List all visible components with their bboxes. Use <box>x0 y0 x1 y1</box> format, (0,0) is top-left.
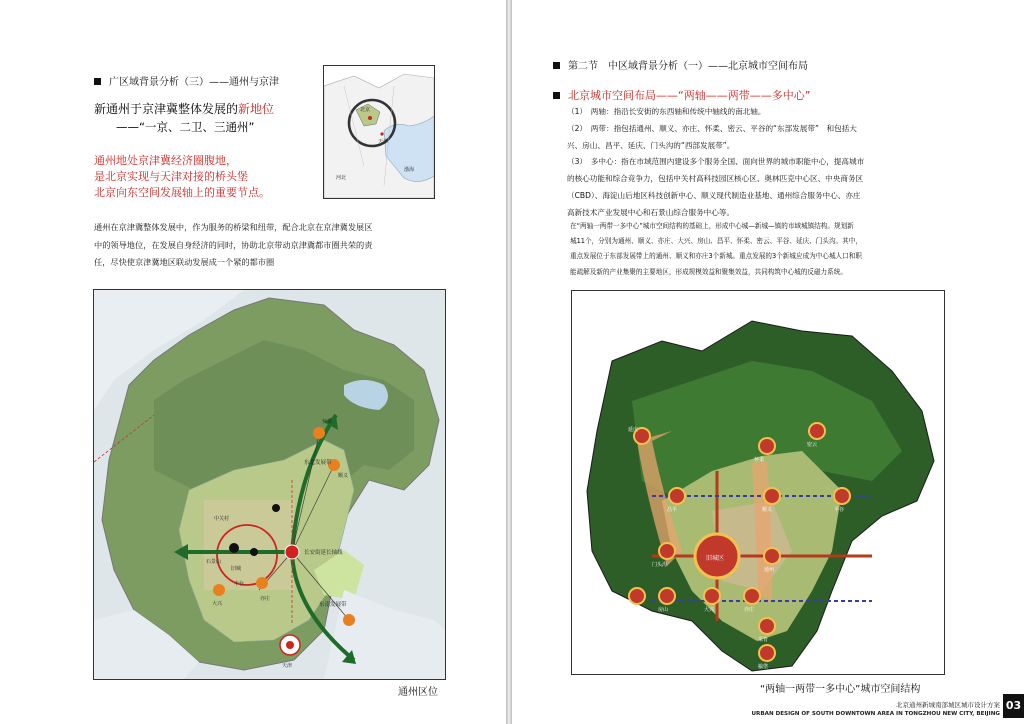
inset-label-hebei: 河北 <box>336 175 347 181</box>
list-item: （3） 多中心：指在市域范围内建设多个服务全国、面向世界的城市职能中心，提高城市 <box>567 157 865 167</box>
label-dongnan-axis: 东南发展带 <box>319 602 347 608</box>
label-changping: 昌平 <box>667 507 678 513</box>
inset-label-beijing: 北京 <box>360 107 371 113</box>
label-yizhuang: 亦庄 <box>260 596 271 602</box>
label-shunyi: 顺义 <box>762 507 773 513</box>
tongzhou-location-map <box>93 289 446 680</box>
label-daxing: 大兴 <box>704 607 715 613</box>
right-sub-title: 北京城市空间布局——“两轴——两带——多中心” <box>553 87 810 103</box>
label-daxing: 大兴 <box>212 601 223 607</box>
list-item: （2） 两带：指包括通州、顺义、亦庄、怀柔、密云、平谷的“东部发展带” 和包括大 <box>567 123 857 133</box>
label-fangshan: 房山 <box>658 607 669 613</box>
left-map-caption: 通州区位 <box>398 687 438 698</box>
bullet-square-icon <box>94 78 101 85</box>
left-heading-line2: ——“一京、二卫、三通州” <box>116 120 255 134</box>
right-section-title: 第二节 中区域背景分析（一）——北京城市空间布局 <box>553 57 808 72</box>
right-body-text: 在“两轴一两带一多中心”城市空间结构的基础上，形成中心城—新城—镇的市域城镇结构。规划新 城11个，分别为通州、顺义、亦庄、大兴、房山、昌平、怀柔、密云、平谷、延庆、门头沟。其中， 重点发展位于东部发展带上的通州、顺义和亦庄3个新城。重点发展的3个新城应成为中心城人口和职 能疏解及新的产业集聚的主要地区，形成规模效益和聚集效益，共同构筑中心城的反磁力系统。 <box>570 222 862 276</box>
label-yufa: 榆垡 <box>758 664 769 670</box>
label-jiucheng-core: 旧城区 <box>706 555 725 562</box>
left-heading: 新通州于京津冀整体发展的新地位 <box>94 102 275 116</box>
label-yanqing: 延庆 <box>628 427 639 433</box>
bullet-square-icon <box>553 62 560 69</box>
bullet-square-icon <box>553 92 560 99</box>
inset-label-bohai: 渤海 <box>404 167 415 173</box>
footer-cn: 北京通州新城南部城区城市设计方案 <box>896 701 1000 709</box>
inset-label-tianjin: 天津 <box>378 139 389 145</box>
inset-region-map <box>323 65 435 199</box>
label-fengtai: 丰台 <box>234 581 245 587</box>
label-yizhuang: 亦庄 <box>744 607 755 613</box>
label-huairou: 怀柔 <box>754 457 765 463</box>
label-pinggu: 平谷 <box>834 507 845 513</box>
right-definition-list <box>567 104 967 222</box>
label-miyun: 密云 <box>807 442 818 448</box>
list-item: （CBD）、海淀山后地区科技创新中心、顺义现代制造业基地、通州综合服务中心、亦庄 <box>567 190 861 200</box>
label-changan-axis: 长安街延长轴线 <box>304 550 343 556</box>
label-jiucheng: 旧城 <box>231 566 242 572</box>
label-tongzhou: 通州 <box>764 567 775 573</box>
label-huairou: 怀柔 <box>322 419 333 425</box>
left-red-statement: 通州地处京津冀经济圈腹地， 是北京实现与天津对接的桥头堡 北京向东空间发展轴上的重要节点。 <box>94 154 270 199</box>
label-dongbei-axis: 东北发展带 <box>304 460 332 466</box>
label-shunyi: 顺义 <box>338 473 349 479</box>
list-item: （1） 两轴：指沿长安街的东西轴和传统中轴线的南北轴。 <box>567 107 766 116</box>
beijing-spatial-structure-map <box>571 290 945 675</box>
footer-en: URBAN DESIGN OF SOUTH DOWNTOWN AREA IN TONGZHOU NEW CITY, BEIJING <box>751 711 1000 717</box>
list-item: 的核心功能和综合竞争力，包括中关村高科技园区核心区、奥林匹克中心区、中央商务区 <box>567 174 864 184</box>
left-section-title: 广区域背景分析（三）——通州与京津 <box>94 73 279 88</box>
label-mentougou: 门头沟 <box>652 562 668 568</box>
page-number: 03 <box>1003 694 1024 718</box>
heading-highlight: 新地位 <box>238 102 275 116</box>
label-zhongguancun: 中关村 <box>214 516 230 522</box>
list-item: 兴、房山、昌平、延庆、门头沟的“西部发展带”。 <box>567 140 735 150</box>
right-map-caption: “两轴一两带一多中心”城市空间结构 <box>760 684 921 695</box>
label-caiyu: 采育 <box>758 637 769 643</box>
list-item: 高新技术产业发展中心和石景山综合服务中心等。 <box>567 207 735 217</box>
label-tianjin: 天津 <box>282 663 293 669</box>
left-body-text: 通州在京津冀整体发展中，作为服务的桥梁和纽带，配合北京在京津冀发展区 中的领导地位，在发展自身经济的同时，协助北京带动京津冀都市圈共荣的责 任，尽快使京津冀地区联动发展成一个紧的都市圈 <box>94 222 373 267</box>
label-shijingshan: 石景山 <box>206 559 222 565</box>
